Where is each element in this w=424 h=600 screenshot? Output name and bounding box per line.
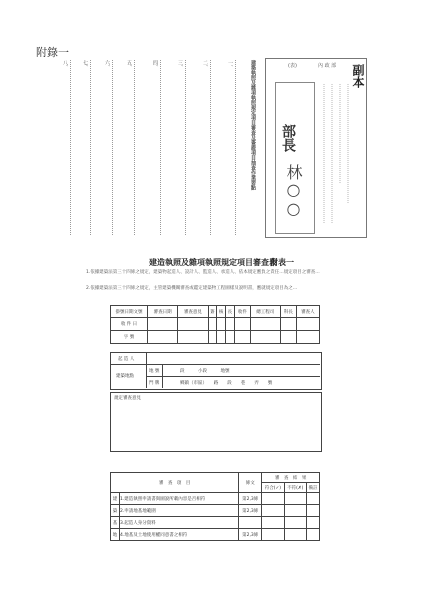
result-header: 審 查 結 果 bbox=[262, 473, 320, 483]
minister-title: 部長 bbox=[280, 124, 296, 152]
clause-header: 條文 bbox=[239, 473, 262, 493]
row-label: 字 號 bbox=[111, 331, 148, 344]
letter-lines bbox=[318, 84, 358, 234]
article-4: 四、 bbox=[152, 60, 158, 70]
page-mark: (表) bbox=[288, 63, 297, 69]
item-text: 4.地基及土地使用權同意書之相符 bbox=[120, 529, 239, 541]
note-1: 1.依據建築法第三十四條之規定，建築物起造人、設計人、監造人、承造人、依本規定應負之責任…規定項目之審查… bbox=[86, 270, 320, 275]
side-label: 築 bbox=[111, 505, 120, 517]
result-col: 符合(✓) bbox=[262, 483, 284, 493]
col-header: 審查人 bbox=[296, 306, 319, 318]
article-8: 八、 bbox=[62, 60, 68, 70]
article-5: 五、 bbox=[126, 60, 132, 70]
regulation-title: 建築執照及雜項執照規定項目審查及簽證項目抽查作業要點 bbox=[250, 60, 256, 190]
review-record-table bbox=[110, 305, 320, 344]
opinion-block bbox=[110, 392, 322, 452]
row-label: 收 件 日 bbox=[111, 318, 148, 331]
item-clause: 第2,3條 bbox=[239, 505, 262, 517]
item-header: 審 查 項 目 bbox=[111, 473, 239, 493]
appendix-label: 附錄一 bbox=[36, 46, 69, 59]
col-header: 簽 bbox=[208, 306, 217, 318]
item-clause: 第2,3條 bbox=[239, 493, 262, 505]
article-1: 一、 bbox=[227, 60, 233, 70]
col-header: 掛號日期文號 bbox=[111, 306, 148, 318]
opinion-label: 規定審查意見 bbox=[114, 396, 141, 401]
col-header: 核 bbox=[217, 306, 226, 318]
scanned-regulation-document bbox=[60, 54, 368, 240]
item-text: 3.起造人身分資料 bbox=[120, 517, 239, 529]
col-header: 科長 bbox=[280, 306, 296, 318]
item-text: 1.建造執照申請書與圖說所載內容是否相符 bbox=[120, 493, 239, 505]
article-3: 三、 bbox=[177, 60, 183, 70]
side-label: 建 bbox=[111, 493, 120, 505]
lot-label: 地 號 bbox=[149, 369, 160, 374]
result-col: 備註 bbox=[307, 483, 320, 493]
side-label: 地 bbox=[111, 529, 120, 541]
result-col: 不符(✗) bbox=[284, 483, 306, 493]
col-header: 總工程司 bbox=[250, 306, 280, 318]
sheet-title: 建造執照及雜項執照規定項目審查表 bbox=[149, 258, 277, 267]
lot-value: 段 小段 地號 bbox=[180, 369, 230, 374]
review-items-table bbox=[110, 472, 320, 541]
article-7: 七、 bbox=[82, 60, 88, 70]
address-label: 建築地點 bbox=[116, 374, 134, 379]
office-title: 內 政 部 bbox=[318, 63, 337, 69]
col-header: 長 bbox=[226, 306, 235, 318]
col-header: 審查意見 bbox=[178, 306, 208, 318]
sheet-number: 附表一 bbox=[270, 258, 294, 267]
side-label: 基 bbox=[111, 517, 120, 529]
article-6: 六、 bbox=[104, 60, 110, 70]
starter-label: 起 造 人 bbox=[118, 357, 135, 362]
article-2: 二、 bbox=[202, 60, 208, 70]
item-clause bbox=[239, 517, 262, 529]
item-clause: 第2,3條 bbox=[239, 529, 262, 541]
door-label: 門 牌 bbox=[149, 381, 160, 386]
col-header: 收件 bbox=[234, 306, 250, 318]
signature: 林○○ bbox=[284, 164, 303, 218]
copy-mark: 副本 bbox=[351, 64, 365, 88]
note-2: 2.依據建築法第三十四條之規定，主管建築機關審查或鑑定建築物工程圖樣及說明書，應就規定項目為之… bbox=[86, 286, 298, 291]
item-text: 2.申請地基地範圍 bbox=[120, 505, 239, 517]
col-header: 審查日期 bbox=[148, 306, 178, 318]
door-value: 鄉鎮（市區） 路 段 巷 弄 號 bbox=[180, 381, 273, 386]
